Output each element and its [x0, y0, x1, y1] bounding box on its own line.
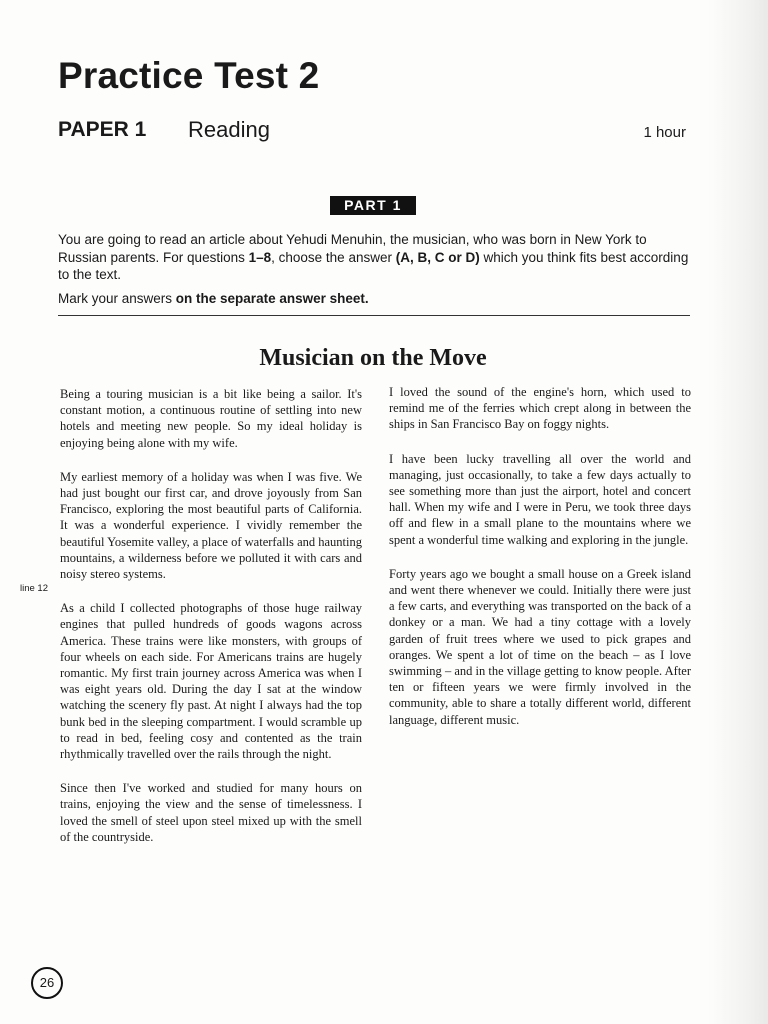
article-title: Musician on the Move	[259, 345, 487, 371]
page-number: 26	[31, 967, 63, 999]
page-edge-shadow	[708, 0, 768, 1024]
article-paragraph: Being a touring musician is a bit like being a sailor. It's constant motion, a continuous routine of settling into new hotels and meeting new people. So my ideal holiday is enjoying being alone with my wife.	[60, 387, 362, 450]
article-paragraph: I have been lucky travelling all over the world and managing, just occasionally, to take a few days actually to see something more than just the airport, hotel and concert hall. When my wife and I were in Peru, we took three days off and flew in a small plane to the mountains where we spent a wonderful time walking and exploring in the jungle.	[389, 451, 691, 547]
article-paragraph: I loved the sound of the engine's horn, which used to remind me of the ferries which crept along in between the ships in San Francisco Bay on foggy nights.	[389, 385, 691, 432]
instructions-text: Mark your answers	[58, 290, 176, 306]
paper-header	[58, 118, 686, 150]
article-column-left	[60, 386, 362, 863]
question-range: 1–8	[248, 249, 272, 265]
instructions-text: , choose the answer	[271, 249, 396, 265]
part-badge: PART 1	[330, 196, 416, 215]
instructions-paragraph	[58, 290, 694, 308]
paper-label: PAPER 1	[58, 118, 147, 141]
instructions-paragraph	[58, 231, 694, 284]
article-paragraph: Forty years ago we bought a small house on a Greek island and went there whenever we could. Initially there were just a few carts, and everything was transported on the back of a donkey or a man. We had a tiny cottage with a lovely garden of fruit trees where we used to pick grapes and oranges. We spent a lot of time on the beach – as I love swimming – and in the village getting to know people. After ten or fifteen years we were firmly involved in the community, able to share a totally different world, different language, different music.	[389, 566, 691, 727]
paper-duration: 1 hour	[643, 124, 686, 141]
answer-sheet-note: on the separate answer sheet.	[175, 290, 369, 306]
divider	[58, 315, 690, 316]
article-column-right	[389, 384, 691, 746]
paper-name: Reading	[188, 117, 270, 142]
article-paragraph: As a child I collected photographs of those huge railway engines that pulled hundreds of goods wagons across America. These trains were like monsters, with groups of four wheels on each side. For Americans trains are hugely romantic. My first train journey across America was when I was eight years old. During the day I sat at the window watching the scenery fly past. At night I always had the top bunk bed in the sleeping compartment. I would scramble up to read in bed, feeling cosy and contented as the train rhythmically travelled over the rails through the night.	[60, 601, 362, 762]
page-title: Practice Test 2	[58, 55, 320, 96]
article-paragraph: Since then I've worked and studied for many hours on trains, enjoying the view and the sense of timelessness. I loved the smell of steel upon steel mixed up with the smell of the countryside.	[60, 781, 362, 844]
answer-options: (A, B, C or D)	[395, 249, 480, 265]
instructions-text: which you think fits best according to the text.	[58, 249, 689, 282]
article-paragraph: My earliest memory of a holiday was when I was five. We had just bought our first car, and drove joyously from San Francisco, exploring the most beautiful parts of California. It was a wonderful experience. I vividly remember the beautiful Yosemite valley, a place of waterfalls and haunting mountains, a wilderness before we polluted it with cars and noisy stereo systems.	[60, 469, 362, 582]
line-number-marker: line 12	[20, 583, 48, 594]
instructions-text: You are going to read an article about Yehudi Menuhin, the musician, who was born in New York to Russian parents. For questions	[58, 232, 647, 265]
instructions	[58, 231, 694, 307]
